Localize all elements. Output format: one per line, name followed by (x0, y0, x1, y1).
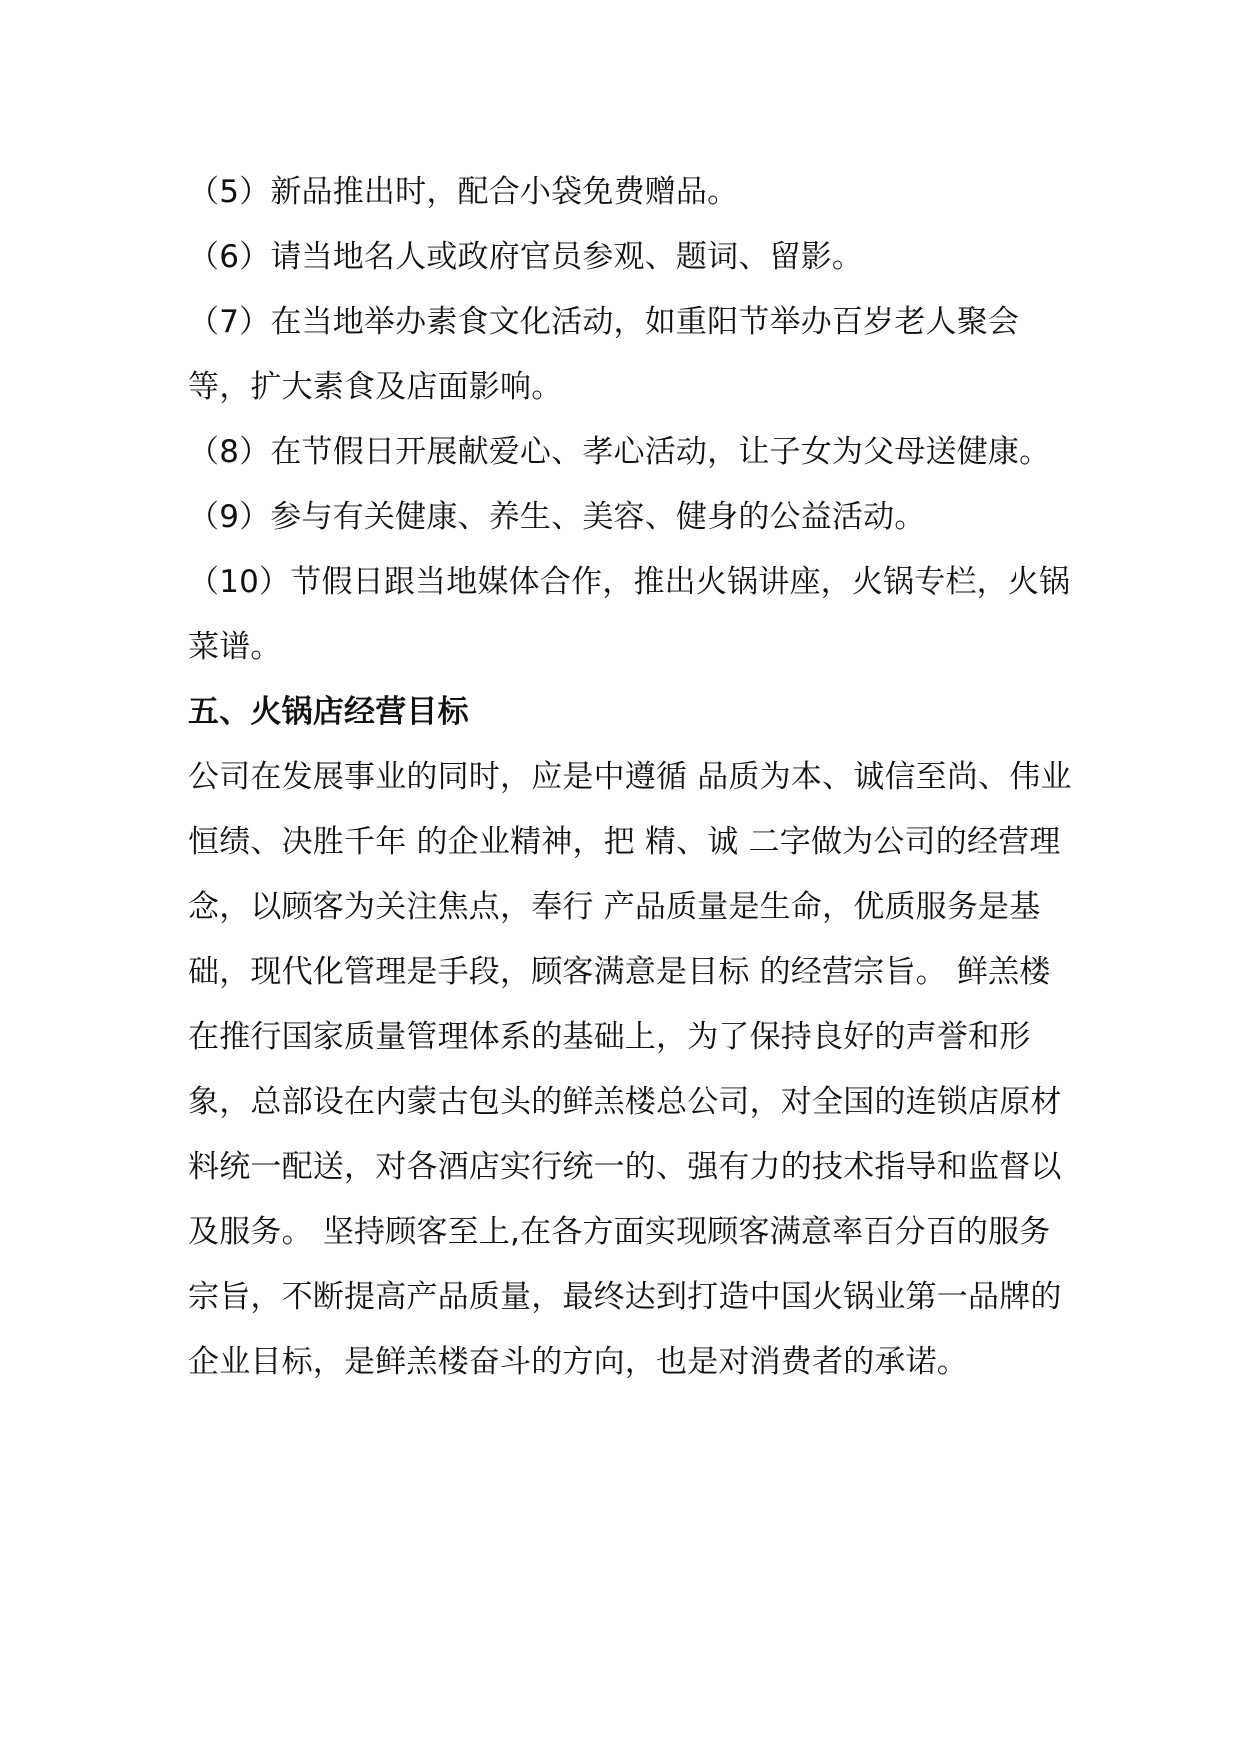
list-item-8: （8）在节假日开展献爱心、孝心活动，让子女为父母送健康。 (188, 434, 1051, 470)
list-item-9: （9）参与有关健康、养生、美容、健身的公益活动。 (188, 499, 926, 535)
list-item-7: （7）在当地举办素食文化活动，如重阳节举办百岁老人聚会等，扩大素食及店面影响。 (188, 304, 1020, 405)
list-item-10: （10）节假日跟当地媒体合作，推出火锅讲座，火锅专栏，火锅菜谱。 (188, 564, 1071, 665)
list-item-6: （6）请当地名人或政府官员参观、题词、留影。 (188, 239, 864, 275)
section-heading: 五、火锅店经营目标 (188, 694, 469, 730)
list-item-5: （5）新品推出时，配合小袋免费赠品。 (188, 174, 739, 210)
page-content (188, 160, 1078, 1395)
section-body: 公司在发展事业的同时，应是中遵循 品质为本、诚信至尚、伟业恒绩、决胜千年 的企业精神，把 精、诚 二字做为公司的经营理念，以顾客为关注焦点，奉行 产品质量是生命，优质服务是基础，现代化管理是手段，顾客满意是目标 的经营宗旨。 鲜羔楼 在推行国家质量管理体系的基础上，为了保持良好的声誉和形象，总部设在内蒙古包头的鲜羔楼总公司，对全国的连锁店原材料统一配送，对各酒店实行统一的、强有力的技术指导和监督以及服务。 坚持顾客至上,在各方面实现顾客满意率百分百的服务宗旨，不断提高产品质量，最终达到打造中国火锅业第一品牌的企业目标，是鲜羔楼奋斗的方向，也是对消费者的承诺。 (188, 759, 1072, 1380)
